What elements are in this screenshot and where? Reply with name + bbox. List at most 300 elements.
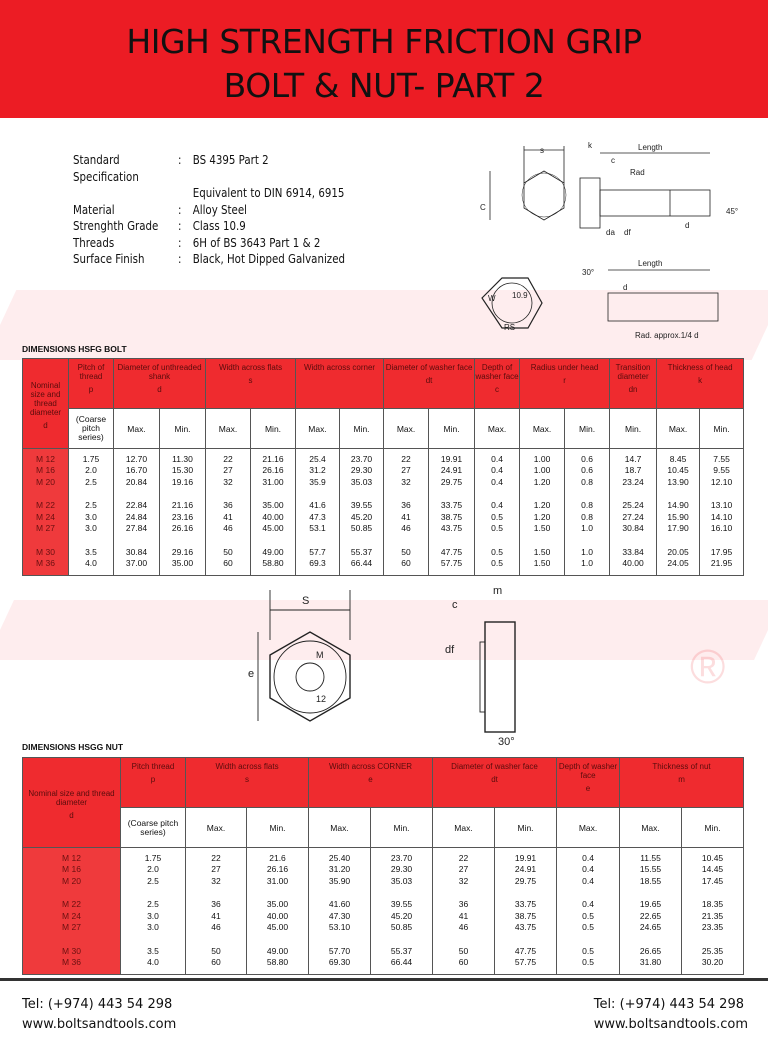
sub-header: Min.: [610, 409, 657, 449]
value-cell: 10.45: [682, 853, 744, 865]
value-cell: 29.75: [495, 876, 557, 888]
value-cell: 53.10: [309, 922, 371, 934]
value-cell: 24.05: [657, 558, 700, 570]
value-cell: 36: [206, 500, 251, 512]
value-cell: 31.80: [620, 957, 682, 969]
value-cell: 3.0: [121, 922, 186, 934]
value-cell: 47.3: [296, 512, 340, 524]
value-cell: 0.6: [565, 465, 610, 477]
value-cell: 16.10: [700, 523, 744, 535]
value-cell: 0.4: [475, 465, 520, 477]
value-cell: 3.0: [121, 911, 186, 923]
value-cell: 35.00: [160, 558, 206, 570]
value-cell: 37.00: [114, 558, 160, 570]
spec-value: 6H of BS 3643 Part 1 & 2: [192, 234, 321, 250]
value-cell: 12.70: [114, 454, 160, 466]
value-cell: 2.5: [121, 876, 186, 888]
value-cell: 0.4: [475, 500, 520, 512]
spec-label: Threads: [73, 234, 115, 250]
table-row: [23, 512, 744, 524]
spec-value: Black, Hot Dipped Galvanized: [192, 251, 346, 266]
header-symbol: s: [248, 376, 253, 385]
value-cell: 60: [384, 558, 429, 570]
column-header: [384, 359, 475, 409]
value-cell: 66.44: [371, 957, 433, 969]
value-cell: 35.90: [309, 876, 371, 888]
label-length: Length: [638, 143, 663, 152]
header-symbol: e: [368, 775, 373, 784]
value-cell: 50.85: [371, 922, 433, 934]
value-cell: 50: [206, 547, 251, 559]
header-symbol: p: [88, 385, 94, 394]
value-cell: 26.65: [620, 946, 682, 958]
nut-mark-m: M: [316, 650, 324, 660]
value-cell: 29.16: [160, 547, 206, 559]
column-header: [475, 359, 520, 409]
value-cell: 49.00: [247, 946, 309, 958]
value-cell: 45.00: [251, 523, 296, 535]
bolt-dimensions-table: [22, 358, 744, 576]
header-symbol: r: [563, 376, 566, 385]
header-symbol: dt: [425, 376, 433, 385]
size-cell: M 12: [23, 454, 69, 466]
value-cell: 57.7: [296, 547, 340, 559]
value-cell: 21.95: [700, 558, 744, 570]
value-cell: 2.0: [121, 864, 186, 876]
footer-left: [22, 995, 176, 1035]
header-label: Radius under head: [530, 363, 599, 372]
phone-number: Tel: (+974) 443 54 298: [593, 997, 744, 1012]
value-cell: 0.4: [557, 864, 620, 876]
value-cell: 22.84: [114, 500, 160, 512]
value-cell: 36: [433, 899, 495, 911]
value-cell: 25.35: [682, 946, 744, 958]
header-label: Thickness of head: [667, 363, 733, 372]
head-mark-w: W: [488, 294, 496, 303]
website-link[interactable]: www.boltsandtools.com: [22, 1017, 177, 1032]
value-cell: 1.20: [520, 512, 565, 524]
value-cell: 32: [186, 876, 247, 888]
size-cell: M 36: [23, 558, 69, 570]
value-cell: 24.84: [114, 512, 160, 524]
label-d-2: d: [623, 283, 628, 292]
value-cell: 14.45: [682, 864, 744, 876]
value-cell: 35.03: [371, 876, 433, 888]
value-cell: 29.30: [340, 465, 384, 477]
header-label: Nominal size and thread diameter: [28, 789, 115, 807]
value-cell: 46: [186, 922, 247, 934]
value-cell: 50: [433, 946, 495, 958]
header-symbol: dn: [628, 385, 638, 394]
size-cell: M 22: [23, 899, 121, 911]
value-cell: 3.0: [69, 512, 114, 524]
value-cell: 22.65: [620, 911, 682, 923]
footer-divider: [0, 978, 768, 981]
table-row: [23, 853, 744, 865]
value-cell: 46: [206, 523, 251, 535]
header-label: Pitch thread: [131, 762, 175, 771]
value-cell: 22: [384, 454, 429, 466]
value-cell: 0.4: [557, 876, 620, 888]
value-cell: 17.45: [682, 876, 744, 888]
value-cell: 25.24: [610, 500, 657, 512]
footer-right: [594, 995, 748, 1035]
spec-label: Surface Finish: [73, 251, 145, 266]
header-label: Width across corner: [303, 363, 376, 372]
value-cell: 27: [206, 465, 251, 477]
value-cell: 9.55: [700, 465, 744, 477]
column-header: [69, 359, 114, 409]
value-cell: 66.44: [340, 558, 384, 570]
label-rad-note: Rad. approx.1/4 d: [635, 331, 699, 340]
value-cell: 24.91: [495, 864, 557, 876]
value-cell: 23.24: [610, 477, 657, 489]
sub-header: Max.: [557, 808, 620, 848]
value-cell: 15.30: [160, 465, 206, 477]
value-cell: 1.50: [520, 523, 565, 535]
table-row: [23, 558, 744, 570]
value-cell: 23.35: [682, 922, 744, 934]
sub-header: Max.: [384, 409, 429, 449]
value-cell: 43.75: [429, 523, 475, 535]
header-label: Depth of washer face: [475, 363, 519, 381]
value-cell: 19.16: [160, 477, 206, 489]
value-cell: 22: [433, 853, 495, 865]
value-cell: 0.4: [557, 899, 620, 911]
size-cell: M 16: [23, 864, 121, 876]
value-cell: 35.9: [296, 477, 340, 489]
value-cell: 20.84: [114, 477, 160, 489]
size-cell: M 24: [23, 911, 121, 923]
value-cell: 21.16: [160, 500, 206, 512]
column-header: [433, 758, 557, 808]
label-da: da: [606, 228, 615, 237]
size-cell: M 20: [23, 876, 121, 888]
value-cell: 58.80: [247, 957, 309, 969]
spec-value: Equivalent to DIN 6914, 6915: [192, 185, 345, 200]
title-line-1: HIGH STRENGTH FRICTION GRIP: [126, 22, 642, 61]
value-cell: 1.00: [520, 465, 565, 477]
value-cell: 3.0: [69, 523, 114, 535]
sub-header: Max.: [520, 409, 565, 449]
header-symbol: m: [678, 775, 685, 784]
value-cell: 17.90: [657, 523, 700, 535]
sub-header: Min.: [247, 808, 309, 848]
value-cell: 16.70: [114, 465, 160, 477]
value-cell: 13.90: [657, 477, 700, 489]
value-cell: 0.5: [475, 558, 520, 570]
sub-header: Min.: [251, 409, 296, 449]
label-30deg: 30°: [582, 268, 595, 277]
value-cell: 69.30: [309, 957, 371, 969]
value-cell: 35.00: [251, 500, 296, 512]
value-cell: 45.00: [247, 922, 309, 934]
phone-number: Tel: (+974) 443 54 298: [22, 997, 173, 1012]
value-cell: 41: [206, 512, 251, 524]
value-cell: 35.03: [340, 477, 384, 489]
value-cell: 39.55: [340, 500, 384, 512]
value-cell: 23.70: [371, 853, 433, 865]
value-cell: 26.16: [247, 864, 309, 876]
value-cell: 41.60: [309, 899, 371, 911]
value-cell: 25.40: [309, 853, 371, 865]
table-row: [23, 547, 744, 559]
spec-label: Strenghth Grade: [73, 218, 159, 233]
sub-header: Min.: [565, 409, 610, 449]
column-header: [121, 758, 186, 808]
bolt-drawing: [460, 138, 760, 348]
value-cell: 40.00: [247, 911, 309, 923]
label-c: c: [452, 599, 458, 611]
header-symbol: s: [245, 775, 249, 784]
column-header: [23, 758, 121, 848]
value-cell: 0.8: [565, 512, 610, 524]
value-cell: 46: [384, 523, 429, 535]
size-cell: M 36: [23, 957, 121, 969]
sub-header: (Coarse pitch series): [69, 409, 114, 449]
value-cell: 49.00: [251, 547, 296, 559]
value-cell: 31.00: [247, 876, 309, 888]
header-symbol: d: [43, 421, 48, 430]
size-cell: M 30: [23, 946, 121, 958]
value-cell: 27: [384, 465, 429, 477]
value-cell: 21.6: [247, 853, 309, 865]
value-cell: 0.5: [475, 512, 520, 524]
sub-header: Max.: [114, 409, 160, 449]
value-cell: 1.0: [565, 547, 610, 559]
header-symbol: d: [69, 811, 74, 820]
value-cell: 3.5: [121, 946, 186, 958]
sub-header: Min.: [340, 409, 384, 449]
value-cell: 46: [433, 922, 495, 934]
value-cell: 0.5: [557, 946, 620, 958]
value-cell: 17.95: [700, 547, 744, 559]
value-cell: 0.5: [557, 922, 620, 934]
table-row: [23, 477, 744, 489]
sub-header: (Coarse pitch series): [121, 808, 186, 848]
label-s: s: [540, 146, 544, 155]
value-cell: 24.65: [620, 922, 682, 934]
value-cell: 41: [186, 911, 247, 923]
value-cell: 1.75: [69, 454, 114, 466]
value-cell: 33.75: [429, 500, 475, 512]
label-d: d: [685, 221, 690, 230]
sub-header: Min.: [371, 808, 433, 848]
value-cell: 69.3: [296, 558, 340, 570]
spec-value: Alloy Steel: [192, 201, 248, 217]
column-header: [309, 758, 433, 808]
value-cell: 47.75: [495, 946, 557, 958]
value-cell: 20.05: [657, 547, 700, 559]
value-cell: 38.75: [429, 512, 475, 524]
table-row: [23, 946, 744, 958]
table-row: [23, 957, 744, 969]
value-cell: 7.55: [700, 454, 744, 466]
column-header: [186, 758, 309, 808]
head-mark-grade: 10.9: [512, 291, 528, 300]
header-label: Diameter of washer face: [451, 762, 538, 771]
value-cell: 1.0: [565, 558, 610, 570]
label-df: df: [624, 228, 631, 237]
value-cell: 50: [384, 547, 429, 559]
sub-header: Max.: [206, 409, 251, 449]
header-label: Pitch of thread: [77, 363, 105, 381]
value-cell: 33.75: [495, 899, 557, 911]
table-row: [23, 876, 744, 888]
value-cell: 4.0: [69, 558, 114, 570]
header-label: Width across CORNER: [328, 762, 413, 771]
nut-mark-size: 12: [316, 694, 327, 704]
column-header: [23, 359, 69, 449]
value-cell: 14.90: [657, 500, 700, 512]
colon: :: [177, 234, 182, 250]
value-cell: 27.84: [114, 523, 160, 535]
value-cell: 45.20: [340, 512, 384, 524]
value-cell: 57.75: [495, 957, 557, 969]
value-cell: 19.91: [429, 454, 475, 466]
value-cell: 0.4: [475, 454, 520, 466]
column-header: [296, 359, 384, 409]
value-cell: 31.2: [296, 465, 340, 477]
value-cell: 11.30: [160, 454, 206, 466]
value-cell: 0.4: [475, 477, 520, 489]
value-cell: 0.5: [475, 523, 520, 535]
column-header: [114, 359, 206, 409]
table-row: [23, 864, 744, 876]
size-cell: M 12: [23, 853, 121, 865]
value-cell: 18.55: [620, 876, 682, 888]
value-cell: 41: [384, 512, 429, 524]
value-cell: 0.5: [557, 911, 620, 923]
header-label: Width across flats: [218, 363, 283, 372]
sub-header: Min.: [682, 808, 744, 848]
value-cell: 26.16: [251, 465, 296, 477]
column-header: [610, 359, 657, 409]
label-rad: Rad: [630, 168, 645, 177]
sub-header: Min.: [700, 409, 744, 449]
value-cell: 0.8: [565, 500, 610, 512]
column-header: [657, 359, 744, 409]
value-cell: 19.65: [620, 899, 682, 911]
value-cell: 2.0: [69, 465, 114, 477]
label-s: S: [302, 595, 310, 607]
size-cell: M 24: [23, 512, 69, 524]
head-mark-rs: RS: [504, 323, 516, 332]
value-cell: 19.91: [495, 853, 557, 865]
value-cell: 1.0: [565, 523, 610, 535]
header-label: Diameter of unthreaded shank: [117, 363, 202, 381]
value-cell: 60: [206, 558, 251, 570]
value-cell: 29.75: [429, 477, 475, 489]
value-cell: 32: [206, 477, 251, 489]
header-symbol: d: [157, 385, 162, 394]
label-c2: c: [611, 156, 615, 165]
sub-header: Max.: [186, 808, 247, 848]
sub-header: Max.: [657, 409, 700, 449]
colon: :: [177, 201, 182, 217]
value-cell: 47.75: [429, 547, 475, 559]
value-cell: 30.84: [114, 547, 160, 559]
label-e: e: [248, 668, 255, 680]
value-cell: 1.75: [121, 853, 186, 865]
header-label: Depth of washer face: [558, 762, 618, 780]
table-row: [23, 500, 744, 512]
header-label: Transition diameter: [615, 363, 651, 381]
value-cell: 40.00: [610, 558, 657, 570]
spec-label: Standard Specification: [73, 152, 139, 184]
spec-label: Material: [73, 201, 115, 217]
value-cell: 31.00: [251, 477, 296, 489]
value-cell: 3.5: [69, 547, 114, 559]
nut-drawing: [240, 580, 540, 748]
value-cell: 22: [206, 454, 251, 466]
sub-header: Max.: [309, 808, 371, 848]
value-cell: 0.6: [565, 454, 610, 466]
table-row: [23, 899, 744, 911]
nut-dimensions-table: [22, 757, 744, 975]
label-df: df: [445, 644, 455, 656]
header-label: Diameter of washer face: [385, 363, 473, 372]
value-cell: 21.16: [251, 454, 296, 466]
value-cell: 53.1: [296, 523, 340, 535]
value-cell: 57.75: [429, 558, 475, 570]
value-cell: 50.85: [340, 523, 384, 535]
colon: :: [177, 251, 182, 266]
table-row: [23, 523, 744, 535]
registered-mark: ®: [690, 641, 726, 694]
website-link[interactable]: www.boltsandtools.com: [593, 1017, 748, 1032]
sub-header: Min.: [495, 808, 557, 848]
value-cell: 41.6: [296, 500, 340, 512]
value-cell: 2.5: [69, 500, 114, 512]
value-cell: 14.7: [610, 454, 657, 466]
table-row: [23, 465, 744, 477]
value-cell: 36: [186, 899, 247, 911]
value-cell: 8.45: [657, 454, 700, 466]
value-cell: 32: [384, 477, 429, 489]
column-header: [620, 758, 744, 808]
value-cell: 32: [433, 876, 495, 888]
value-cell: 45.20: [371, 911, 433, 923]
value-cell: 12.10: [700, 477, 744, 489]
column-header: [557, 758, 620, 808]
label-m: m: [493, 585, 503, 597]
value-cell: 47.30: [309, 911, 371, 923]
specification-list: [73, 152, 345, 268]
value-cell: 29.30: [371, 864, 433, 876]
sub-header: Min.: [160, 409, 206, 449]
size-cell: M 27: [23, 523, 69, 535]
size-cell: M 27: [23, 922, 121, 934]
value-cell: 0.5: [557, 957, 620, 969]
value-cell: 40.00: [251, 512, 296, 524]
value-cell: 41: [433, 911, 495, 923]
value-cell: 13.10: [700, 500, 744, 512]
value-cell: 36: [384, 500, 429, 512]
colon: :: [177, 152, 182, 167]
spec-label: [73, 185, 178, 202]
value-cell: 23.16: [160, 512, 206, 524]
spec-value: Class 10.9: [192, 218, 246, 233]
value-cell: 2.5: [69, 477, 114, 489]
value-cell: 0.8: [565, 477, 610, 489]
label-k: k: [588, 141, 592, 150]
size-cell: M 30: [23, 547, 69, 559]
value-cell: 60: [433, 957, 495, 969]
sub-header: Max.: [433, 808, 495, 848]
nut-table-title: DIMENSIONS HSGG NUT: [22, 742, 124, 752]
value-cell: 58.80: [251, 558, 296, 570]
